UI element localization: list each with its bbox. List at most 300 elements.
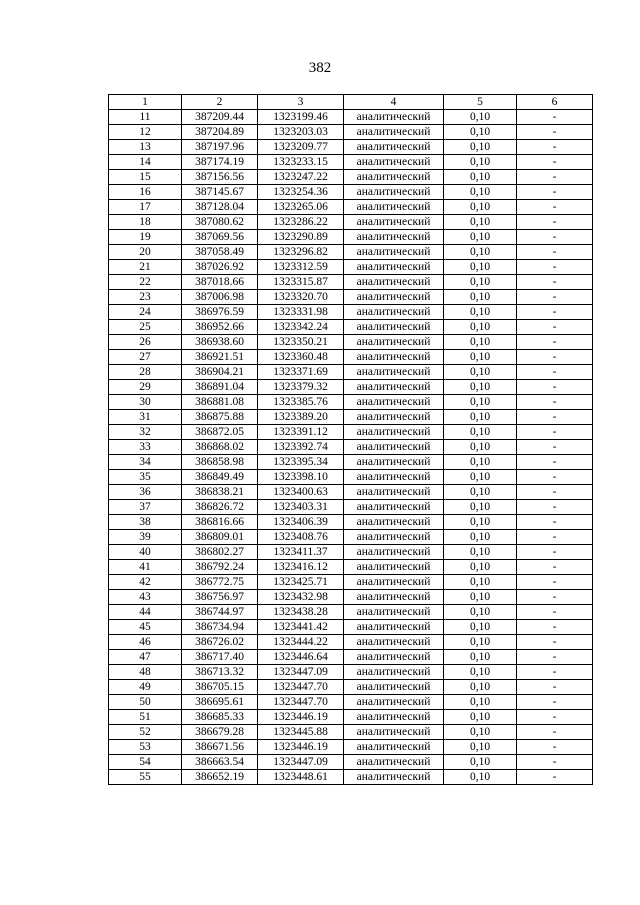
table-row xyxy=(109,350,593,365)
method-cell: аналитический xyxy=(344,500,444,515)
note-cell: - xyxy=(517,215,593,230)
accuracy-cell: 0,10 xyxy=(444,695,517,710)
method-cell: аналитический xyxy=(344,710,444,725)
table-row xyxy=(109,410,593,425)
y-coordinate-cell: 1323406.39 xyxy=(258,515,344,530)
point-number-cell: 47 xyxy=(109,650,182,665)
x-coordinate-cell: 386772.75 xyxy=(182,575,258,590)
note-cell: - xyxy=(517,110,593,125)
note-cell: - xyxy=(517,710,593,725)
accuracy-cell: 0,10 xyxy=(444,515,517,530)
note-cell: - xyxy=(517,425,593,440)
table-row xyxy=(109,140,593,155)
x-coordinate-cell: 386938.60 xyxy=(182,335,258,350)
point-number-cell: 53 xyxy=(109,740,182,755)
x-coordinate-cell: 386875.88 xyxy=(182,410,258,425)
note-cell: - xyxy=(517,410,593,425)
table-row xyxy=(109,440,593,455)
y-coordinate-cell: 1323209.77 xyxy=(258,140,344,155)
y-coordinate-cell: 1323445.88 xyxy=(258,725,344,740)
note-cell: - xyxy=(517,545,593,560)
accuracy-cell: 0,10 xyxy=(444,290,517,305)
table-row xyxy=(109,545,593,560)
accuracy-cell: 0,10 xyxy=(444,650,517,665)
table-row xyxy=(109,245,593,260)
table-row xyxy=(109,290,593,305)
table-row xyxy=(109,425,593,440)
accuracy-cell: 0,10 xyxy=(444,410,517,425)
y-coordinate-cell: 1323385.76 xyxy=(258,395,344,410)
note-cell: - xyxy=(517,680,593,695)
method-cell: аналитический xyxy=(344,200,444,215)
x-coordinate-cell: 387069.56 xyxy=(182,230,258,245)
table-row xyxy=(109,695,593,710)
method-cell: аналитический xyxy=(344,395,444,410)
y-coordinate-cell: 1323392.74 xyxy=(258,440,344,455)
point-number-cell: 22 xyxy=(109,275,182,290)
point-number-cell: 19 xyxy=(109,230,182,245)
note-cell: - xyxy=(517,530,593,545)
note-cell: - xyxy=(517,755,593,770)
point-number-cell: 41 xyxy=(109,560,182,575)
point-number-cell: 25 xyxy=(109,320,182,335)
y-coordinate-cell: 1323350.21 xyxy=(258,335,344,350)
y-coordinate-cell: 1323447.09 xyxy=(258,755,344,770)
y-coordinate-cell: 1323391.12 xyxy=(258,425,344,440)
point-number-cell: 29 xyxy=(109,380,182,395)
table-row xyxy=(109,275,593,290)
x-coordinate-cell: 387058.49 xyxy=(182,245,258,260)
accuracy-cell: 0,10 xyxy=(444,380,517,395)
x-coordinate-cell: 387209.44 xyxy=(182,110,258,125)
table-row xyxy=(109,680,593,695)
method-cell: аналитический xyxy=(344,335,444,350)
accuracy-cell: 0,10 xyxy=(444,260,517,275)
method-cell: аналитический xyxy=(344,260,444,275)
y-coordinate-cell: 1323398.10 xyxy=(258,470,344,485)
accuracy-cell: 0,10 xyxy=(444,125,517,140)
note-cell: - xyxy=(517,635,593,650)
y-coordinate-cell: 1323448.61 xyxy=(258,770,344,785)
note-cell: - xyxy=(517,650,593,665)
method-cell: аналитический xyxy=(344,770,444,785)
accuracy-cell: 0,10 xyxy=(444,635,517,650)
method-cell: аналитический xyxy=(344,305,444,320)
x-coordinate-cell: 386685.33 xyxy=(182,710,258,725)
point-number-cell: 45 xyxy=(109,620,182,635)
note-cell: - xyxy=(517,575,593,590)
table-row xyxy=(109,110,593,125)
y-coordinate-cell: 1323438.28 xyxy=(258,605,344,620)
point-number-cell: 49 xyxy=(109,680,182,695)
point-number-cell: 14 xyxy=(109,155,182,170)
method-cell: аналитический xyxy=(344,140,444,155)
point-number-cell: 54 xyxy=(109,755,182,770)
y-coordinate-cell: 1323342.24 xyxy=(258,320,344,335)
point-number-cell: 16 xyxy=(109,185,182,200)
column-header: 1 xyxy=(109,95,182,110)
table-row xyxy=(109,335,593,350)
point-number-cell: 44 xyxy=(109,605,182,620)
point-number-cell: 20 xyxy=(109,245,182,260)
y-coordinate-cell: 1323446.19 xyxy=(258,710,344,725)
point-number-cell: 34 xyxy=(109,455,182,470)
x-coordinate-cell: 386695.61 xyxy=(182,695,258,710)
x-coordinate-cell: 387018.66 xyxy=(182,275,258,290)
point-number-cell: 13 xyxy=(109,140,182,155)
accuracy-cell: 0,10 xyxy=(444,485,517,500)
page-number: 382 xyxy=(308,60,332,76)
note-cell: - xyxy=(517,155,593,170)
table-row xyxy=(109,575,593,590)
accuracy-cell: 0,10 xyxy=(444,545,517,560)
y-coordinate-cell: 1323446.19 xyxy=(258,740,344,755)
accuracy-cell: 0,10 xyxy=(444,110,517,125)
x-coordinate-cell: 386652.19 xyxy=(182,770,258,785)
accuracy-cell: 0,10 xyxy=(444,320,517,335)
accuracy-cell: 0,10 xyxy=(444,590,517,605)
note-cell: - xyxy=(517,260,593,275)
method-cell: аналитический xyxy=(344,740,444,755)
accuracy-cell: 0,10 xyxy=(444,425,517,440)
note-cell: - xyxy=(517,590,593,605)
method-cell: аналитический xyxy=(344,170,444,185)
accuracy-cell: 0,10 xyxy=(444,305,517,320)
accuracy-cell: 0,10 xyxy=(444,455,517,470)
x-coordinate-cell: 386734.94 xyxy=(182,620,258,635)
y-coordinate-cell: 1323403.31 xyxy=(258,500,344,515)
method-cell: аналитический xyxy=(344,365,444,380)
x-coordinate-cell: 387197.96 xyxy=(182,140,258,155)
x-coordinate-cell: 386671.56 xyxy=(182,740,258,755)
accuracy-cell: 0,10 xyxy=(444,575,517,590)
accuracy-cell: 0,10 xyxy=(444,620,517,635)
x-coordinate-cell: 386872.05 xyxy=(182,425,258,440)
method-cell: аналитический xyxy=(344,695,444,710)
table-row xyxy=(109,320,593,335)
method-cell: аналитический xyxy=(344,245,444,260)
method-cell: аналитический xyxy=(344,575,444,590)
x-coordinate-cell: 387156.56 xyxy=(182,170,258,185)
method-cell: аналитический xyxy=(344,530,444,545)
x-coordinate-cell: 387128.04 xyxy=(182,200,258,215)
accuracy-cell: 0,10 xyxy=(444,335,517,350)
table-row xyxy=(109,305,593,320)
note-cell: - xyxy=(517,185,593,200)
accuracy-cell: 0,10 xyxy=(444,350,517,365)
method-cell: аналитический xyxy=(344,755,444,770)
note-cell: - xyxy=(517,500,593,515)
note-cell: - xyxy=(517,350,593,365)
method-cell: аналитический xyxy=(344,590,444,605)
accuracy-cell: 0,10 xyxy=(444,680,517,695)
method-cell: аналитический xyxy=(344,725,444,740)
y-coordinate-cell: 1323400.63 xyxy=(258,485,344,500)
accuracy-cell: 0,10 xyxy=(444,605,517,620)
accuracy-cell: 0,10 xyxy=(444,395,517,410)
point-number-cell: 15 xyxy=(109,170,182,185)
accuracy-cell: 0,10 xyxy=(444,275,517,290)
table-row xyxy=(109,635,593,650)
accuracy-cell: 0,10 xyxy=(444,185,517,200)
accuracy-cell: 0,10 xyxy=(444,755,517,770)
method-cell: аналитический xyxy=(344,605,444,620)
y-coordinate-cell: 1323444.22 xyxy=(258,635,344,650)
method-cell: аналитический xyxy=(344,680,444,695)
x-coordinate-cell: 386976.59 xyxy=(182,305,258,320)
x-coordinate-cell: 386826.72 xyxy=(182,500,258,515)
y-coordinate-cell: 1323432.98 xyxy=(258,590,344,605)
y-coordinate-cell: 1323315.87 xyxy=(258,275,344,290)
x-coordinate-cell: 386726.02 xyxy=(182,635,258,650)
method-cell: аналитический xyxy=(344,560,444,575)
table-row xyxy=(109,710,593,725)
table-row xyxy=(109,215,593,230)
y-coordinate-cell: 1323286.22 xyxy=(258,215,344,230)
table-row xyxy=(109,650,593,665)
method-cell: аналитический xyxy=(344,410,444,425)
note-cell: - xyxy=(517,170,593,185)
note-cell: - xyxy=(517,140,593,155)
x-coordinate-cell: 386756.97 xyxy=(182,590,258,605)
x-coordinate-cell: 386816.66 xyxy=(182,515,258,530)
point-number-cell: 48 xyxy=(109,665,182,680)
note-cell: - xyxy=(517,665,593,680)
note-cell: - xyxy=(517,620,593,635)
note-cell: - xyxy=(517,770,593,785)
note-cell: - xyxy=(517,455,593,470)
table-row xyxy=(109,770,593,785)
y-coordinate-cell: 1323447.70 xyxy=(258,680,344,695)
x-coordinate-cell: 387204.89 xyxy=(182,125,258,140)
x-coordinate-cell: 386858.98 xyxy=(182,455,258,470)
note-cell: - xyxy=(517,560,593,575)
coordinates-table xyxy=(108,94,593,785)
note-cell: - xyxy=(517,605,593,620)
note-cell: - xyxy=(517,470,593,485)
table-row xyxy=(109,755,593,770)
table-row xyxy=(109,185,593,200)
accuracy-cell: 0,10 xyxy=(444,155,517,170)
method-cell: аналитический xyxy=(344,290,444,305)
accuracy-cell: 0,10 xyxy=(444,770,517,785)
x-coordinate-cell: 386838.21 xyxy=(182,485,258,500)
table-row xyxy=(109,560,593,575)
table-row xyxy=(109,590,593,605)
accuracy-cell: 0,10 xyxy=(444,500,517,515)
table-row xyxy=(109,365,593,380)
method-cell: аналитический xyxy=(344,470,444,485)
x-coordinate-cell: 386952.66 xyxy=(182,320,258,335)
y-coordinate-cell: 1323395.34 xyxy=(258,455,344,470)
table-row xyxy=(109,455,593,470)
method-cell: аналитический xyxy=(344,380,444,395)
y-coordinate-cell: 1323411.37 xyxy=(258,545,344,560)
point-number-cell: 21 xyxy=(109,260,182,275)
method-cell: аналитический xyxy=(344,230,444,245)
accuracy-cell: 0,10 xyxy=(444,245,517,260)
note-cell: - xyxy=(517,440,593,455)
table-row xyxy=(109,530,593,545)
table-row xyxy=(109,605,593,620)
point-number-cell: 27 xyxy=(109,350,182,365)
x-coordinate-cell: 386809.01 xyxy=(182,530,258,545)
note-cell: - xyxy=(517,320,593,335)
accuracy-cell: 0,10 xyxy=(444,440,517,455)
y-coordinate-cell: 1323320.70 xyxy=(258,290,344,305)
x-coordinate-cell: 386868.02 xyxy=(182,440,258,455)
y-coordinate-cell: 1323296.82 xyxy=(258,245,344,260)
x-coordinate-cell: 386904.21 xyxy=(182,365,258,380)
accuracy-cell: 0,10 xyxy=(444,665,517,680)
method-cell: аналитический xyxy=(344,125,444,140)
table-row xyxy=(109,395,593,410)
method-cell: аналитический xyxy=(344,665,444,680)
method-cell: аналитический xyxy=(344,320,444,335)
note-cell: - xyxy=(517,125,593,140)
method-cell: аналитический xyxy=(344,620,444,635)
table-row xyxy=(109,665,593,680)
point-number-cell: 43 xyxy=(109,590,182,605)
table-row xyxy=(109,725,593,740)
y-coordinate-cell: 1323247.22 xyxy=(258,170,344,185)
point-number-cell: 51 xyxy=(109,710,182,725)
accuracy-cell: 0,10 xyxy=(444,215,517,230)
method-cell: аналитический xyxy=(344,485,444,500)
point-number-cell: 55 xyxy=(109,770,182,785)
note-cell: - xyxy=(517,485,593,500)
method-cell: аналитический xyxy=(344,185,444,200)
x-coordinate-cell: 386744.97 xyxy=(182,605,258,620)
note-cell: - xyxy=(517,725,593,740)
method-cell: аналитический xyxy=(344,455,444,470)
note-cell: - xyxy=(517,380,593,395)
table-row xyxy=(109,470,593,485)
x-coordinate-cell: 386891.04 xyxy=(182,380,258,395)
accuracy-cell: 0,10 xyxy=(444,560,517,575)
table-row xyxy=(109,740,593,755)
method-cell: аналитический xyxy=(344,440,444,455)
point-number-cell: 36 xyxy=(109,485,182,500)
point-number-cell: 28 xyxy=(109,365,182,380)
point-number-cell: 50 xyxy=(109,695,182,710)
x-coordinate-cell: 386802.27 xyxy=(182,545,258,560)
method-cell: аналитический xyxy=(344,155,444,170)
y-coordinate-cell: 1323233.15 xyxy=(258,155,344,170)
note-cell: - xyxy=(517,365,593,380)
x-coordinate-cell: 386717.40 xyxy=(182,650,258,665)
accuracy-cell: 0,10 xyxy=(444,740,517,755)
accuracy-cell: 0,10 xyxy=(444,710,517,725)
method-cell: аналитический xyxy=(344,350,444,365)
table-row xyxy=(109,380,593,395)
point-number-cell: 35 xyxy=(109,470,182,485)
x-coordinate-cell: 386881.08 xyxy=(182,395,258,410)
note-cell: - xyxy=(517,200,593,215)
point-number-cell: 23 xyxy=(109,290,182,305)
x-coordinate-cell: 387174.19 xyxy=(182,155,258,170)
point-number-cell: 42 xyxy=(109,575,182,590)
point-number-cell: 11 xyxy=(109,110,182,125)
x-coordinate-cell: 387145.67 xyxy=(182,185,258,200)
accuracy-cell: 0,10 xyxy=(444,470,517,485)
column-header: 2 xyxy=(182,95,258,110)
accuracy-cell: 0,10 xyxy=(444,365,517,380)
y-coordinate-cell: 1323290.89 xyxy=(258,230,344,245)
x-coordinate-cell: 386849.49 xyxy=(182,470,258,485)
note-cell: - xyxy=(517,695,593,710)
accuracy-cell: 0,10 xyxy=(444,140,517,155)
table-body xyxy=(109,110,593,785)
table-row xyxy=(109,170,593,185)
point-number-cell: 33 xyxy=(109,440,182,455)
table-row xyxy=(109,200,593,215)
note-cell: - xyxy=(517,230,593,245)
point-number-cell: 26 xyxy=(109,335,182,350)
x-coordinate-cell: 387006.98 xyxy=(182,290,258,305)
y-coordinate-cell: 1323416.12 xyxy=(258,560,344,575)
y-coordinate-cell: 1323254.36 xyxy=(258,185,344,200)
point-number-cell: 12 xyxy=(109,125,182,140)
point-number-cell: 32 xyxy=(109,425,182,440)
column-header: 6 xyxy=(517,95,593,110)
y-coordinate-cell: 1323447.70 xyxy=(258,695,344,710)
method-cell: аналитический xyxy=(344,425,444,440)
method-cell: аналитический xyxy=(344,275,444,290)
y-coordinate-cell: 1323379.32 xyxy=(258,380,344,395)
method-cell: аналитический xyxy=(344,650,444,665)
table-row xyxy=(109,620,593,635)
x-coordinate-cell: 386663.54 xyxy=(182,755,258,770)
table-row xyxy=(109,155,593,170)
point-number-cell: 40 xyxy=(109,545,182,560)
point-number-cell: 31 xyxy=(109,410,182,425)
note-cell: - xyxy=(517,305,593,320)
note-cell: - xyxy=(517,245,593,260)
method-cell: аналитический xyxy=(344,110,444,125)
y-coordinate-cell: 1323203.03 xyxy=(258,125,344,140)
y-coordinate-cell: 1323447.09 xyxy=(258,665,344,680)
method-cell: аналитический xyxy=(344,545,444,560)
point-number-cell: 17 xyxy=(109,200,182,215)
accuracy-cell: 0,10 xyxy=(444,230,517,245)
table-row xyxy=(109,500,593,515)
accuracy-cell: 0,10 xyxy=(444,170,517,185)
point-number-cell: 18 xyxy=(109,215,182,230)
note-cell: - xyxy=(517,335,593,350)
point-number-cell: 30 xyxy=(109,395,182,410)
y-coordinate-cell: 1323425.71 xyxy=(258,575,344,590)
y-coordinate-cell: 1323389.20 xyxy=(258,410,344,425)
accuracy-cell: 0,10 xyxy=(444,725,517,740)
x-coordinate-cell: 386713.32 xyxy=(182,665,258,680)
point-number-cell: 52 xyxy=(109,725,182,740)
table-row xyxy=(109,230,593,245)
note-cell: - xyxy=(517,290,593,305)
accuracy-cell: 0,10 xyxy=(444,530,517,545)
column-header: 5 xyxy=(444,95,517,110)
accuracy-cell: 0,10 xyxy=(444,200,517,215)
point-number-cell: 24 xyxy=(109,305,182,320)
x-coordinate-cell: 387080.62 xyxy=(182,215,258,230)
y-coordinate-cell: 1323265.06 xyxy=(258,200,344,215)
y-coordinate-cell: 1323199.46 xyxy=(258,110,344,125)
column-header: 3 xyxy=(258,95,344,110)
x-coordinate-cell: 386679.28 xyxy=(182,725,258,740)
method-cell: аналитический xyxy=(344,515,444,530)
y-coordinate-cell: 1323312.59 xyxy=(258,260,344,275)
point-number-cell: 39 xyxy=(109,530,182,545)
